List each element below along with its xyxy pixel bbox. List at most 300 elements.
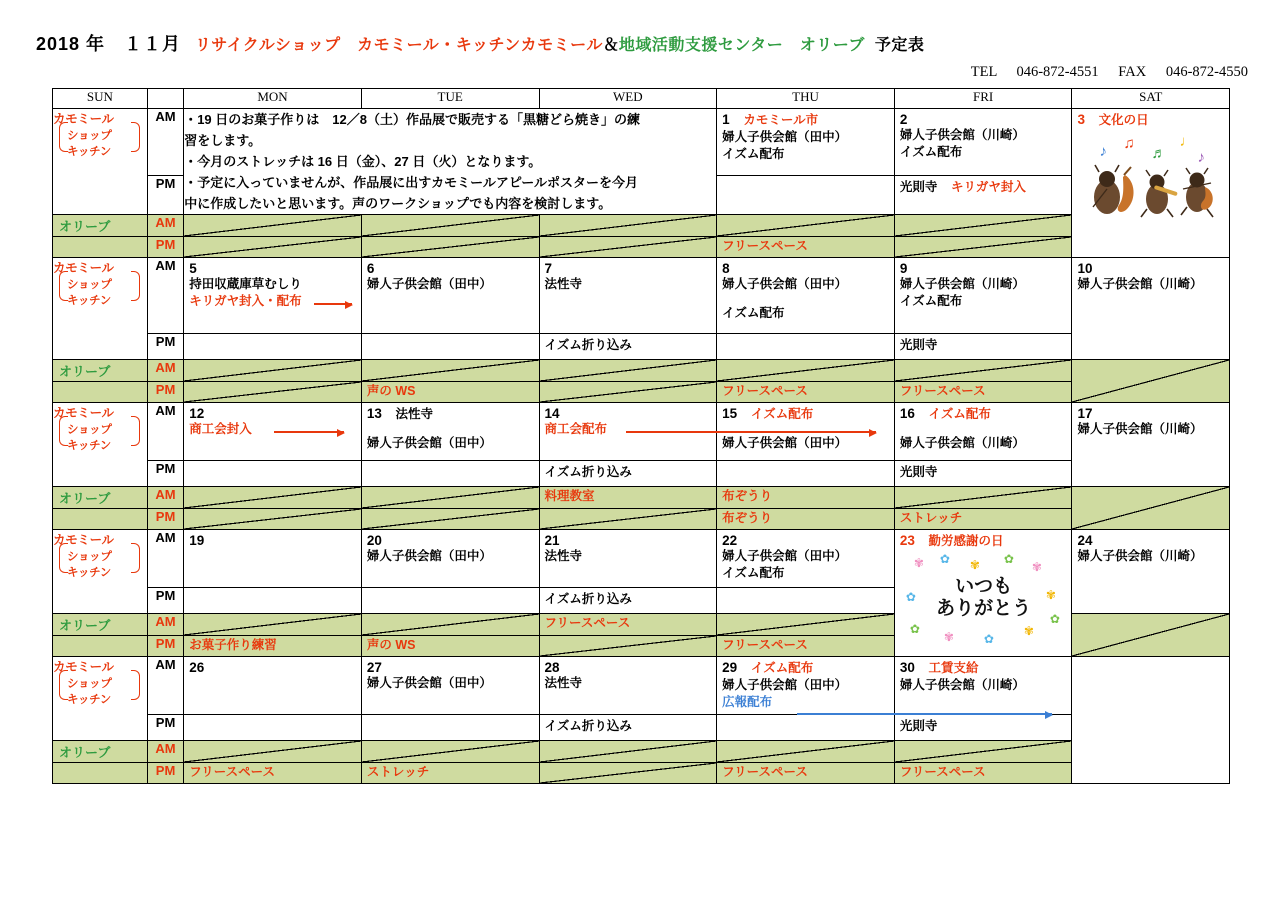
event-14-am: 商工会配布	[544, 421, 608, 436]
col-sun: SUN	[53, 89, 148, 109]
olive-w5-wed-pm	[539, 762, 717, 783]
cell-nov-1-am	[717, 109, 895, 176]
olive-w1-mon-am	[184, 215, 362, 237]
event-2-am-1: 婦人子供会館（川崎）	[899, 128, 1025, 142]
cell-nov-30-pm	[894, 714, 1072, 740]
daynum-14: 14	[544, 405, 560, 421]
cell-nov-10	[1072, 258, 1230, 360]
flower-icon-4: ✿	[1003, 551, 1014, 566]
olive-w3-tue-pm	[361, 508, 539, 529]
cell-nov-8-pm	[717, 334, 895, 360]
brace-left-icon	[59, 122, 68, 152]
row-label-kamomile-w3	[53, 402, 148, 486]
music-note-icon-1: ♪	[1099, 142, 1107, 160]
flower-icon-5: ✾	[1031, 559, 1042, 574]
olive-w1-tue-am	[361, 215, 539, 237]
daynum-5: 5	[189, 261, 197, 277]
olive-w5-fri-pm	[894, 762, 1072, 783]
event-olive-w2-fri-pm: フリースペース	[899, 384, 986, 399]
olive-ampm-am-w4: AM	[147, 613, 183, 635]
olive-w1-tue-pm	[361, 237, 539, 258]
daynum-29: 29	[722, 659, 738, 675]
label-shop: ショップ	[67, 423, 112, 436]
event-1-am-2: イズム配布	[722, 146, 785, 161]
event-21-am: 法性寺	[544, 548, 583, 563]
label-kitchen: キッチン	[67, 566, 111, 579]
cell-nov-22-am	[717, 529, 895, 587]
cell-nov-8-am	[717, 258, 895, 334]
ampm-pm-w2: PM	[147, 334, 183, 360]
label-shop: ショップ	[67, 677, 112, 690]
flower-icon-2: ✿	[939, 551, 950, 566]
cell-nov-23	[894, 529, 1072, 656]
tel-number: 046-872-4551	[1016, 64, 1099, 80]
shop-title: リサイクルショップ カモミール・キッチンカモミール	[195, 37, 603, 54]
flower-icon-3: ✾	[969, 557, 980, 572]
daynum-9: 9	[899, 261, 908, 277]
cell-nov-2-pm	[894, 176, 1072, 215]
brace-right-icon	[131, 122, 140, 152]
event-27-am: 婦人子供会館（田中）	[366, 675, 492, 690]
olive-w4-tue-pm	[361, 635, 539, 656]
daynum-27: 27	[366, 659, 382, 675]
flower-icon-6: ✿	[905, 589, 916, 604]
event-13-am-2: 婦人子供会館（田中）	[366, 435, 492, 450]
tel-label: TEL	[970, 64, 997, 80]
olive-w2-sat	[1072, 360, 1230, 403]
event-5-am-2: キリガヤ封入・配布	[189, 293, 302, 308]
ampersand: ＆	[602, 37, 619, 54]
event-olive-w5-fri-pm: フリースペース	[899, 764, 986, 779]
fax-number: 046-872-4550	[1165, 64, 1248, 80]
week5-olive-am	[53, 740, 1230, 762]
olive-w5-tue-pm	[361, 762, 539, 783]
label-kamomile: カモミール	[53, 261, 114, 276]
flower-icon-7: ✾	[1045, 587, 1056, 602]
row-label-olive-w1	[53, 215, 148, 237]
olive-ampm-am-w2: AM	[147, 360, 183, 382]
olive-w3-tue-am	[361, 486, 539, 508]
event-5-am-1: 持田収蔵庫草むしり	[189, 277, 302, 292]
ampm-am-w2: AM	[147, 258, 183, 334]
event-29-am-3: 広報配布	[722, 694, 773, 709]
brace-left-icon	[59, 271, 68, 301]
olive-ampm-am-w5: AM	[147, 740, 183, 762]
olive-w3-thu-pm	[717, 508, 895, 529]
event-15-am-2: 婦人子供会館（田中）	[722, 435, 848, 450]
row-label-kamomile-w4	[53, 529, 148, 613]
event-olive-w2-thu-pm: フリースペース	[722, 384, 808, 399]
event-17-am: 婦人子供会館（川崎）	[1077, 421, 1203, 436]
note-line-0: ・19 日のお菓子作りは 12／8（土）作品展で販売する「黒糖どら焼き」の練	[184, 112, 640, 127]
event-9-pm: 光則寺	[899, 338, 938, 353]
cell-nov-6-am	[361, 258, 539, 334]
daynum-2: 2	[899, 112, 908, 127]
ampm-pm-w1: PM	[147, 176, 183, 215]
week5-olive-pm	[53, 762, 1230, 783]
thanks-text	[936, 576, 1031, 620]
ampm-am-w4: AM	[147, 529, 183, 587]
olive-w2-wed-am	[539, 360, 717, 382]
schedule-table	[52, 88, 1230, 784]
table-header-row	[53, 89, 1230, 109]
olive-w4-tue-am	[361, 613, 539, 635]
daynum-1: 1	[722, 112, 730, 127]
cell-nov-19-pm	[184, 587, 362, 613]
event-7-pm: イズム折り込み	[544, 338, 632, 353]
olive-ampm-pm-w3: PM	[147, 508, 183, 529]
label-kitchen: キッチン	[67, 146, 111, 158]
week2-kamomile-am	[53, 258, 1230, 334]
olive-w5-mon-pm	[184, 762, 362, 783]
week5-kamomile-pm	[53, 714, 1230, 740]
olive-label-blank-w3	[53, 508, 148, 529]
event-olive-w4-thu-pm: フリースペース	[722, 637, 808, 652]
music-illustration	[1077, 129, 1225, 272]
contact-info	[955, 64, 1248, 81]
event-29-title: イズム配布	[750, 660, 814, 675]
col-thu: THU	[717, 89, 895, 109]
olive-w3-mon-am	[184, 486, 362, 508]
cell-nov-16-pm	[894, 460, 1072, 486]
event-bunka-no-hi: 文化の日	[1098, 113, 1149, 127]
olive-w3-sat	[1072, 486, 1230, 529]
ampm-pm-w4: PM	[147, 587, 183, 613]
daynum-10: 10	[1077, 261, 1093, 277]
schedule-word: 予定表	[874, 37, 925, 54]
label-kamomile: カモミール	[53, 659, 114, 674]
cell-nov-28-pm	[539, 714, 717, 740]
event-16-pm: 光則寺	[899, 464, 938, 479]
event-6-am: 婦人子供会館（田中）	[366, 277, 492, 292]
arrow-kirigaya	[314, 303, 352, 305]
event-30-pm: 光則寺	[899, 718, 938, 733]
cell-nov-13-pm	[361, 460, 539, 486]
cell-nov-2-am	[894, 109, 1072, 176]
event-13-title: 法性寺	[395, 406, 434, 421]
daynum-8: 8	[722, 261, 730, 277]
col-ampm-spacer	[147, 89, 183, 109]
olive-w5-wed-am	[539, 740, 717, 762]
olive-w3-wed-pm	[539, 508, 717, 529]
olive-w2-thu-pm	[717, 382, 895, 403]
event-olive-w5-tue-pm: ストレッチ	[366, 764, 430, 779]
flower-icon-10: ✿	[983, 631, 994, 646]
event-olive-w4-tue-pm: 声の WS	[366, 637, 416, 652]
cell-nov-13-am	[361, 402, 539, 460]
week3-olive-am	[53, 486, 1230, 508]
thanks-line-1: いつも	[955, 574, 1013, 597]
olive-w5-mon-am	[184, 740, 362, 762]
event-9-am-1: 婦人子供会館（川崎）	[899, 277, 1025, 292]
cell-nov-9-am	[894, 258, 1072, 334]
event-olive-w1-thu-pm: フリースペース	[722, 239, 808, 254]
olive-w2-tue-am	[361, 360, 539, 382]
page-header	[36, 30, 924, 56]
olive-w1-mon-pm	[184, 237, 362, 258]
daynum-21: 21	[544, 532, 560, 548]
thanks-line-2: ありがとう	[936, 596, 1032, 619]
beetle-violin-icon	[1177, 167, 1223, 221]
cell-nov-9-pm	[894, 334, 1072, 360]
olive-w2-mon-pm	[184, 382, 362, 403]
cell-nov-28-am	[539, 656, 717, 714]
daynum-12: 12	[189, 405, 205, 421]
event-7-am: 法性寺	[544, 277, 583, 292]
olive-w5-thu-am	[717, 740, 895, 762]
event-15-title: イズム配布	[750, 406, 814, 421]
olive-w1-fri-am	[894, 215, 1072, 237]
olive-w1-thu-pm	[717, 237, 895, 258]
label-kitchen: キッチン	[67, 439, 111, 452]
cell-nov-30-am	[894, 656, 1072, 714]
monthly-notes	[184, 109, 717, 215]
cell-nov-14-am	[539, 402, 717, 460]
cell-nov-5-pm	[184, 334, 362, 360]
cell-nov-24	[1072, 529, 1230, 613]
brace-left-icon	[59, 416, 68, 446]
olive-ampm-pm-w1: PM	[147, 237, 183, 258]
music-note-icon-3: ♬	[1151, 144, 1167, 162]
olive-w5-thu-pm	[717, 762, 895, 783]
daynum-19: 19	[189, 532, 205, 548]
cell-nov-17	[1072, 402, 1230, 486]
cell-nov-7-am	[539, 258, 717, 334]
note-line-4: 中に作成したいと思います。声のワークショップでも内容を検討します。	[184, 196, 612, 212]
row-label-olive-w2	[53, 360, 148, 382]
daynum-23: 23	[899, 532, 915, 548]
col-sat: SAT	[1072, 89, 1230, 109]
col-fri: FRI	[894, 89, 1072, 109]
daynum-3: 3	[1077, 112, 1085, 127]
cell-nov-21-pm	[539, 587, 717, 613]
cell-nov-16-am	[894, 402, 1072, 460]
fax-label: FAX	[1118, 64, 1147, 80]
flower-icon-9: ✾	[943, 629, 954, 644]
olive-label-blank-w4	[53, 635, 148, 656]
olive-w1-thu-am	[717, 215, 895, 237]
event-8-am-2: イズム配布	[722, 305, 785, 320]
label-shop: ショップ	[67, 279, 112, 292]
event-16-am-2: 婦人子供会館（川崎）	[899, 435, 1025, 450]
olive-w2-fri-am	[894, 360, 1072, 382]
olive-ampm-pm-w2: PM	[147, 382, 183, 403]
daynum-20: 20	[366, 532, 382, 548]
week2-olive-pm	[53, 382, 1230, 403]
event-olive-w3-thu-am: 布ぞうり	[722, 488, 773, 503]
col-wed: WED	[539, 89, 717, 109]
ampm-pm-w3: PM	[147, 460, 183, 486]
label-kamomile: カモミール	[53, 532, 114, 547]
olive-w3-fri-am	[894, 486, 1072, 508]
flower-icon-8: ✿	[909, 621, 920, 636]
cell-nov-15-pm	[717, 460, 895, 486]
week1-kamomile-am	[53, 109, 1230, 176]
arrow-shokokai-1	[274, 431, 344, 433]
olive-w1-fri-pm	[894, 237, 1072, 258]
olive-w4-thu-pm	[717, 635, 895, 656]
label-kitchen: キッチン	[67, 693, 111, 706]
olive-w4-mon-pm	[184, 635, 362, 656]
olive-w2-mon-am	[184, 360, 362, 382]
label-kitchen: キッチン	[67, 295, 111, 308]
event-10-am: 婦人子供会館（川崎）	[1077, 277, 1203, 292]
olive-w1-wed-am	[539, 215, 717, 237]
brace-right-icon	[131, 416, 140, 446]
ampm-am-w3: AM	[147, 402, 183, 460]
cell-nov-1-pm	[717, 176, 895, 215]
beetle-cello-icon	[1089, 163, 1141, 221]
ampm-am-w1: AM	[147, 109, 183, 176]
week4-kamomile-am	[53, 529, 1230, 587]
event-olive-w3-thu-pm: 布ぞうり	[722, 510, 773, 525]
olive-w5-fri-am	[894, 740, 1072, 762]
event-2-pm-1: 光則寺	[899, 180, 938, 195]
daynum-28: 28	[544, 659, 560, 675]
row-label-olive-w4	[53, 613, 148, 635]
label-olive: オリーブ	[59, 490, 111, 506]
cell-week5-sat	[1072, 656, 1230, 783]
daynum-22: 22	[722, 532, 738, 548]
olive-label-blank-w2	[53, 382, 148, 403]
cell-nov-21-am	[539, 529, 717, 587]
event-kinro-kansha: 勤労感謝の日	[928, 533, 1004, 548]
row-label-olive-w3	[53, 486, 148, 508]
cell-nov-26-pm	[184, 714, 362, 740]
cell-nov-14-pm	[539, 460, 717, 486]
note-line-3: ・予定に入っていませんが、作品展に出すカモミールアピールポスターを今月	[184, 175, 639, 191]
brace-right-icon	[131, 271, 140, 301]
event-9-am-2: イズム配布	[899, 293, 963, 308]
cell-nov-20-am	[361, 529, 539, 587]
daynum-6: 6	[366, 261, 375, 277]
music-note-icon-4: ♩	[1179, 132, 1195, 150]
event-1-am-1: 婦人子供会館（田中）	[722, 129, 848, 144]
row-label-kamomile-w5	[53, 656, 148, 740]
row-label-kamomile-w2	[53, 258, 148, 360]
event-28-pm: イズム折り込み	[544, 718, 632, 733]
note-line-1: 習をします。	[184, 133, 262, 149]
cell-nov-27-am	[361, 656, 539, 714]
olive-w5-tue-am	[361, 740, 539, 762]
flower-icon-12: ✿	[1049, 611, 1060, 626]
olive-ampm-am-w3: AM	[147, 486, 183, 508]
label-kamomile: カモミール	[53, 112, 114, 126]
event-olive-w5-thu-pm: フリースペース	[722, 764, 808, 779]
week1-olive-pm	[53, 237, 1230, 258]
week2-olive-am	[53, 360, 1230, 382]
daynum-17: 17	[1077, 405, 1093, 421]
event-22-am-2: イズム配布	[722, 565, 785, 580]
event-olive-w4-mon-pm: お菓子作り練習	[189, 637, 277, 652]
olive-w3-wed-am	[539, 486, 717, 508]
label-olive: オリーブ	[59, 744, 111, 760]
event-olive-w2-tue-pm: 声の WS	[366, 384, 416, 399]
label-olive: オリーブ	[59, 617, 111, 633]
note-line-2: ・今月のストレッチは 16 日（金）、27 日（火）となります。	[184, 154, 542, 170]
event-14-pm: イズム折り込み	[544, 464, 632, 479]
cell-nov-3	[1072, 109, 1230, 258]
cell-nov-19-am	[184, 529, 362, 587]
olive-w3-mon-pm	[184, 508, 362, 529]
daynum-30: 30	[899, 659, 915, 675]
brace-right-icon	[131, 670, 140, 700]
event-24-am: 婦人子供会館（川崎）	[1077, 548, 1203, 563]
label-olive: オリーブ	[59, 219, 111, 235]
event-kamomile-ichi: カモミール市	[743, 113, 819, 127]
week2-kamomile-pm	[53, 334, 1230, 360]
label-shop: ショップ	[67, 130, 112, 142]
event-30-title: 工賃支給	[928, 660, 979, 675]
daynum-15: 15	[722, 405, 738, 421]
cell-nov-5-am	[184, 258, 362, 334]
ampm-am-w5: AM	[147, 656, 183, 714]
olive-w3-fri-pm	[894, 508, 1072, 529]
cell-nov-15-am	[717, 402, 895, 460]
row-label-olive-w5	[53, 740, 148, 762]
olive-w2-thu-am	[717, 360, 895, 382]
flower-icon-11: ✾	[1023, 623, 1034, 638]
event-30-am-2: 婦人子供会館（川崎）	[899, 677, 1025, 692]
cell-nov-12-pm	[184, 460, 362, 486]
center-title: 地域活動支援センター オリーブ	[618, 37, 865, 54]
event-29-am-2: 婦人子供会館（田中）	[722, 677, 848, 692]
week1-olive-am	[53, 215, 1230, 237]
week3-kamomile-am	[53, 402, 1230, 460]
cell-nov-12-am	[184, 402, 362, 460]
event-21-pm: イズム折り込み	[544, 591, 632, 606]
brace-left-icon	[59, 543, 68, 573]
olive-w3-thu-am	[717, 486, 895, 508]
cell-nov-7-pm	[539, 334, 717, 360]
olive-ampm-pm-w5: PM	[147, 762, 183, 783]
cell-nov-20-pm	[361, 587, 539, 613]
event-2-am-2: イズム配布	[899, 144, 963, 159]
olive-w4-thu-am	[717, 613, 895, 635]
daynum-7: 7	[544, 261, 553, 277]
year-month: 2018 年 １１月	[36, 34, 182, 54]
thanks-illustration	[900, 550, 1068, 646]
olive-label-blank-w5	[53, 762, 148, 783]
event-28-am: 法性寺	[544, 675, 583, 690]
week5-kamomile-am	[53, 656, 1230, 714]
olive-ampm-pm-w4: PM	[147, 635, 183, 656]
week3-kamomile-pm	[53, 460, 1230, 486]
olive-w4-wed-am	[539, 613, 717, 635]
brace-right-icon	[131, 543, 140, 573]
brace-left-icon	[59, 670, 68, 700]
label-olive: オリーブ	[59, 364, 111, 380]
event-12-am: 商工会封入	[189, 421, 252, 436]
col-mon: MON	[184, 89, 362, 109]
cell-nov-29-pm	[717, 714, 895, 740]
daynum-26: 26	[189, 659, 205, 675]
cell-nov-29-am	[717, 656, 895, 714]
cell-nov-6-pm	[361, 334, 539, 360]
olive-w1-wed-pm	[539, 237, 717, 258]
event-16-title: イズム配布	[928, 406, 991, 421]
ampm-pm-w5: PM	[147, 714, 183, 740]
beetle-flute-icon	[1137, 169, 1181, 221]
daynum-13: 13	[366, 405, 382, 421]
olive-w2-tue-pm	[361, 382, 539, 403]
flower-icon-1: ✾	[913, 555, 924, 570]
label-kamomile: カモミール	[53, 405, 114, 420]
cell-nov-22-pm	[717, 587, 895, 613]
event-olive-w4-wed-am: フリースペース	[544, 615, 631, 630]
music-note-icon-2: ♫	[1123, 134, 1135, 152]
row-label-kamomile-w1	[53, 109, 148, 215]
